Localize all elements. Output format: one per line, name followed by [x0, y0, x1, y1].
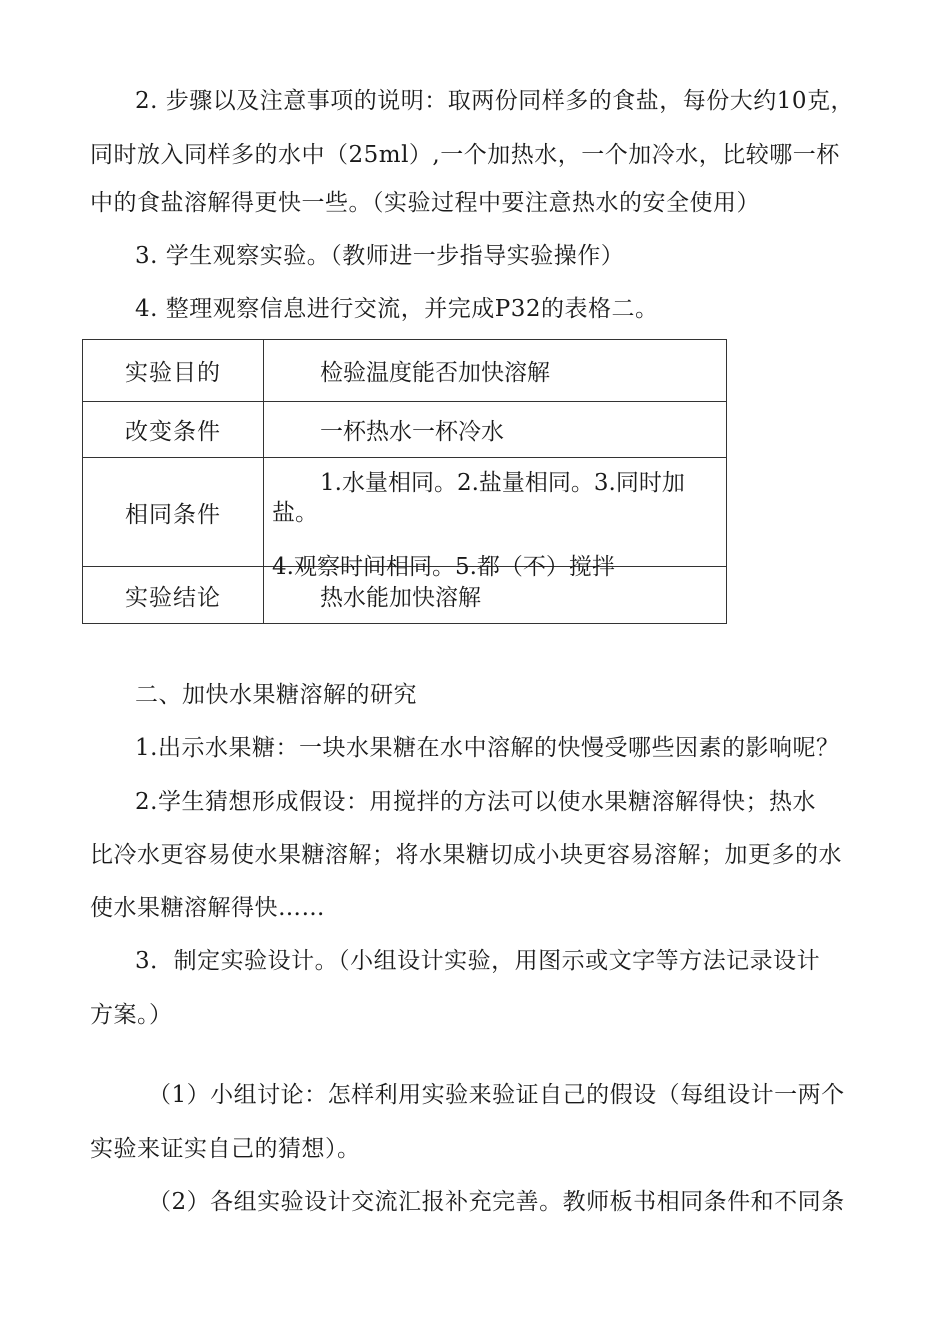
item2-line2: 比冷水更容易使水果糖溶解；将水果糖切成小块更容易溶解；加更多的水: [90, 842, 842, 868]
table-row: [83, 340, 727, 402]
row-label-same-condition: 相同条件: [83, 458, 264, 567]
same-condition-line3: 4.观察时间相同。5.都（不）搅拌: [272, 554, 615, 580]
step2-line2: 同时放入同样多的水中（25ml）,一个加热水，一个加冷水，比较哪一杯: [90, 142, 840, 168]
row-label-conclusion: 实验结论: [83, 567, 264, 624]
item2-line3: 使水果糖溶解得快……: [90, 895, 325, 921]
row-value-same-condition: [264, 458, 727, 580]
step2-line3: 中的食盐溶解得更快一些。（实验过程中要注意热水的安全使用）: [90, 190, 760, 216]
item3-line2: 方案。）: [90, 1002, 173, 1028]
step4-text: 4. 整理观察信息进行交流，并完成P32的表格二。: [135, 296, 659, 322]
row-value-purpose: 检验温度能否加快溶解: [264, 340, 727, 402]
section2-heading: 二、加快水果糖溶解的研究: [135, 682, 417, 708]
table-row: [83, 402, 727, 458]
sub2-line1: （2）各组实验设计交流汇报补充完善。教师板书相同条件和不同条: [148, 1189, 845, 1215]
sub1-line1: （1）小组讨论：怎样利用实验来验证自己的假设（每组设计一两个: [148, 1082, 845, 1108]
item1-text: 1.出示水果糖：一块水果糖在水中溶解的快慢受哪些因素的影响呢？: [135, 735, 840, 761]
row-label-changed-condition: 改变条件: [83, 402, 264, 458]
step2-line1: 2. 步骤以及注意事项的说明：取两份同样多的食盐，每份大约10克，: [135, 88, 855, 114]
table-row: [83, 458, 727, 567]
item2-line1: 2.学生猜想形成假设：用搅拌的方法可以使水果糖溶解得快；热水: [135, 789, 816, 815]
item3-line1: 3．制定实验设计。（小组设计实验，用图示或文字等方法记录设计: [135, 948, 821, 974]
same-condition-line2: 盐。: [272, 500, 318, 526]
row-value-conclusion: 热水能加快溶解: [264, 567, 727, 624]
row-value-changed-condition: 一杯热水一杯冷水: [264, 402, 727, 458]
experiment-table: [82, 339, 727, 624]
same-condition-line1: 1.水量相同。2.盐量相同。3.同时加: [320, 470, 685, 496]
sub1-line2: 实验来证实自己的猜想）。: [90, 1136, 361, 1162]
row-label-purpose: 实验目的: [83, 340, 264, 402]
step3-text: 3. 学生观察实验。（教师进一步指导实验操作）: [135, 243, 625, 269]
